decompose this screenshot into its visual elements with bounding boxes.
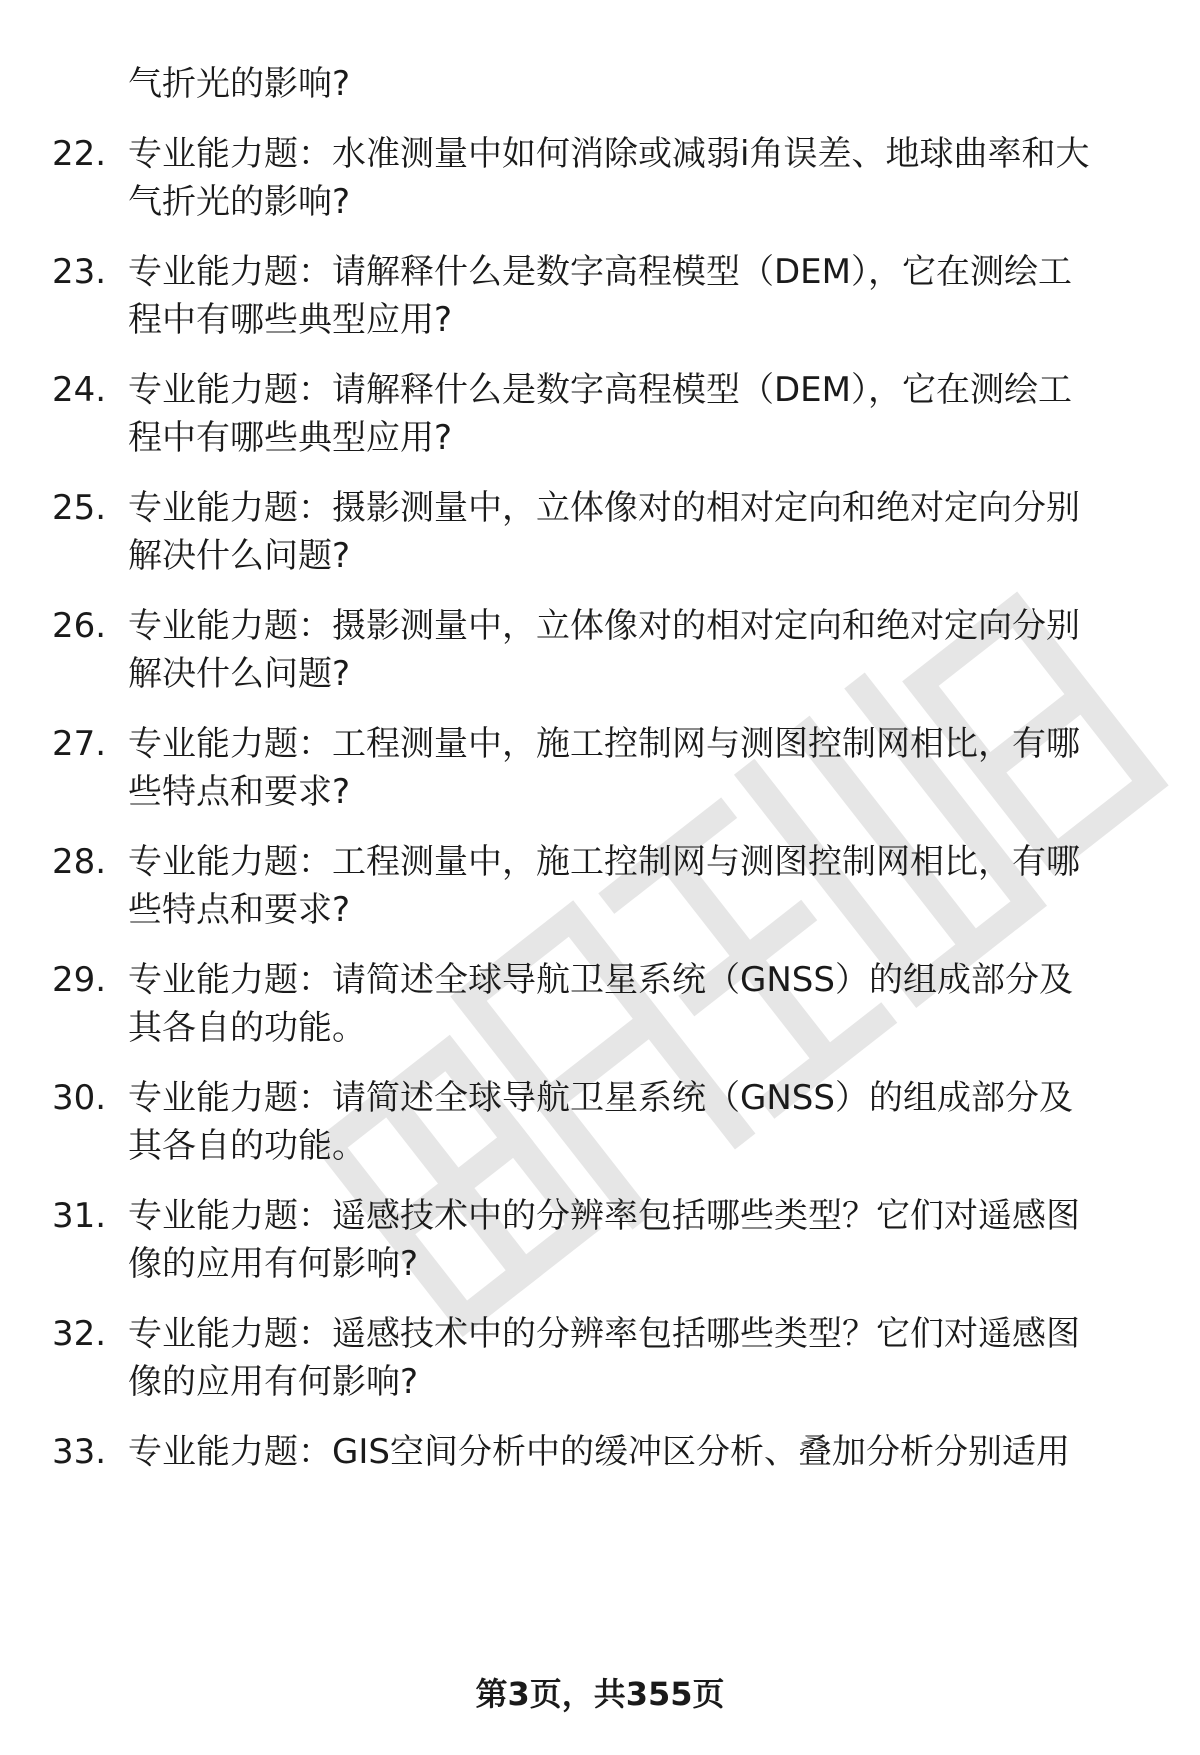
question-text: 专业能力题：请简述全球导航卫星系统（GNSS）的组成部分及 其各自的功能。 — [128, 1078, 1073, 1166]
question-number: 29. — [52, 960, 107, 1000]
question-text: 专业能力题：遥感技术中的分辨率包括哪些类型？它们对遥感图 像的应用有何影响? — [128, 1314, 1080, 1402]
question-text: 专业能力题：工程测量中，施工控制网与测图控制网相比，有哪 些特点和要求? — [128, 842, 1080, 930]
question-text: 专业能力题：请解释什么是数字高程模型（DEM），它在测绘工 程中有哪些典型应用? — [128, 252, 1072, 340]
question-text: 专业能力题：GIS空间分析中的缓冲区分析、叠加分析分别适用 — [128, 1432, 1070, 1472]
question-number: 26. — [52, 606, 107, 646]
question-number: 28. — [52, 842, 107, 882]
question-number: 33. — [52, 1432, 107, 1472]
question-text: 专业能力题：工程测量中，施工控制网与测图控制网相比，有哪 些特点和要求? — [128, 724, 1080, 812]
question-text: 专业能力题：遥感技术中的分辨率包括哪些类型？它们对遥感图 像的应用有何影响? — [128, 1196, 1080, 1284]
question-number: 24. — [52, 370, 107, 410]
question-number: 31. — [52, 1196, 107, 1236]
page-number-footer: 第3页，共355页 — [475, 1675, 725, 1713]
question-number: 32. — [52, 1314, 107, 1354]
question-text: 专业能力题：请解释什么是数字高程模型（DEM），它在测绘工 程中有哪些典型应用? — [128, 370, 1072, 458]
question-text: 专业能力题：摄影测量中，立体像对的相对定向和绝对定向分别 解决什么问题? — [128, 488, 1080, 576]
question-number: 22. — [52, 134, 107, 174]
question-text: 专业能力题：请简述全球导航卫星系统（GNSS）的组成部分及 其各自的功能。 — [128, 960, 1073, 1048]
question-number: 23. — [52, 252, 107, 292]
question-number: 30. — [52, 1078, 107, 1118]
question-number: 25. — [52, 488, 107, 528]
question-number: 27. — [52, 724, 107, 764]
question-text: 专业能力题：水准测量中如何消除或减弱i角误差、地球曲率和大 气折光的影响? — [128, 134, 1090, 222]
continued-question-text: 气折光的影响? — [128, 64, 351, 104]
question-text: 专业能力题：摄影测量中，立体像对的相对定向和绝对定向分别 解决什么问题? — [128, 606, 1080, 694]
